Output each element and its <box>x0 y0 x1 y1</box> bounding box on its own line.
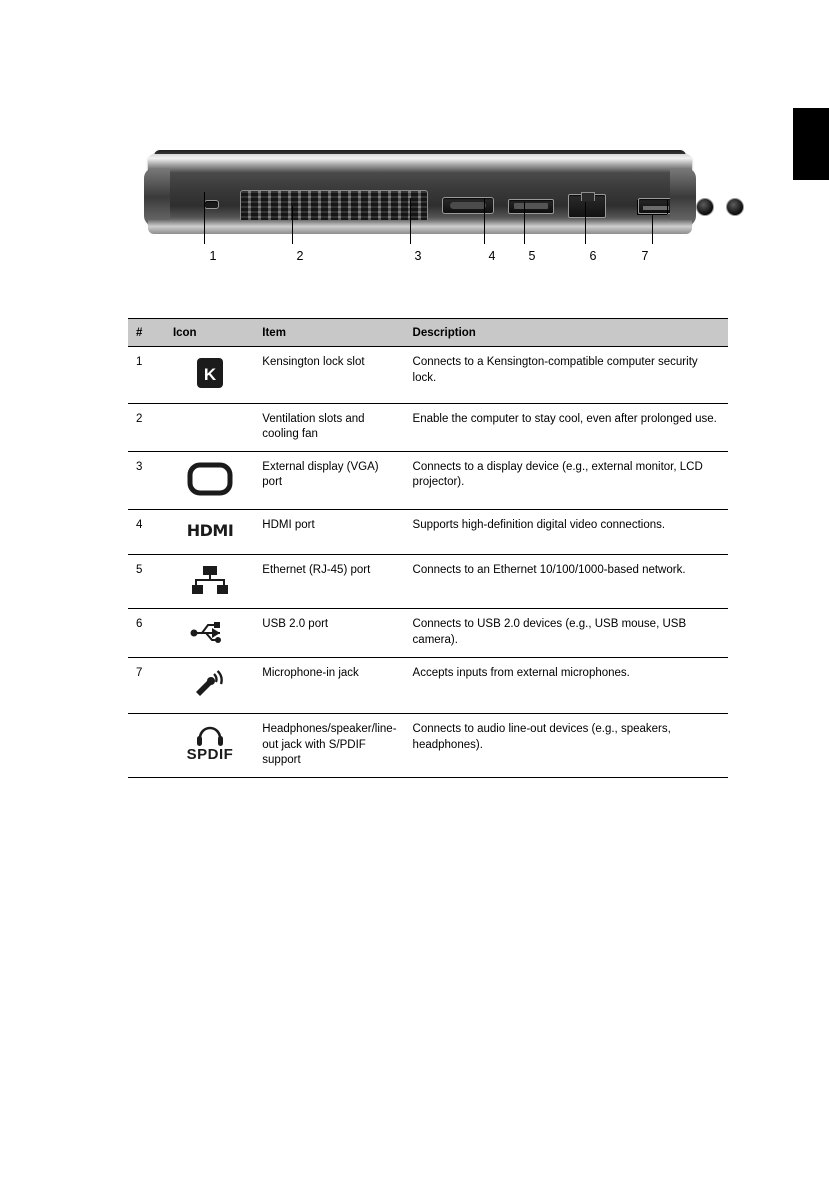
laptop-hinge-right <box>670 168 696 226</box>
cell-number <box>128 714 165 778</box>
svg-text:K: K <box>203 365 216 384</box>
cell-item: Kensington lock slot <box>254 347 404 404</box>
callout-number-7: 7 <box>641 249 649 263</box>
cell-number: 2 <box>128 403 165 451</box>
laptop-base-edge <box>148 220 692 234</box>
callout-number-3: 3 <box>414 249 422 263</box>
kensington-lock-icon <box>196 357 224 395</box>
leader-line-3 <box>410 198 411 244</box>
cell-description: Connects to audio line-out devices (e.g., speakers, headphones). <box>405 714 728 778</box>
cell-item: USB 2.0 port <box>254 609 404 658</box>
cell-item: Microphone-in jack <box>254 657 404 714</box>
leader-line-1 <box>204 192 205 244</box>
table-row <box>128 714 728 778</box>
cell-number: 4 <box>128 510 165 555</box>
cell-icon <box>165 609 254 658</box>
ventilation-slots-port <box>240 190 428 222</box>
leader-line-5 <box>524 202 525 244</box>
cell-number: 7 <box>128 657 165 714</box>
callout-number-1: 1 <box>209 249 217 263</box>
leader-line-7a <box>637 200 638 214</box>
cell-number: 3 <box>128 451 165 510</box>
microphone-icon <box>192 668 228 706</box>
kensington-lock-slot-port <box>204 200 219 209</box>
cell-icon <box>165 554 254 609</box>
callout-number-4: 4 <box>488 249 496 263</box>
laptop-hinge-left <box>144 168 170 226</box>
cell-description: Connects to USB 2.0 devices (e.g., USB mouse, USB camera). <box>405 609 728 658</box>
cell-description: Accepts inputs from external microphones. <box>405 657 728 714</box>
cell-description: Supports high-definition digital video connections. <box>405 510 728 555</box>
cell-description: Connects to a display device (e.g., external monitor, LCD projector). <box>405 451 728 510</box>
cell-item: Headphones/speaker/line-out jack with S/PDIF support <box>254 714 404 778</box>
table-row <box>128 510 728 555</box>
ethernet-port <box>568 194 606 218</box>
cell-icon <box>165 403 254 451</box>
header-item: Item <box>254 319 404 347</box>
cell-icon <box>165 510 254 555</box>
table-row <box>128 657 728 714</box>
leader-line-7b <box>667 200 668 214</box>
table-row <box>128 403 728 451</box>
cell-item: External display (VGA) port <box>254 451 404 510</box>
page-edge-tab <box>793 108 829 180</box>
microphone-jack <box>696 198 714 216</box>
ethernet-icon <box>191 565 229 601</box>
leader-line-7c <box>652 214 653 244</box>
cell-icon <box>165 451 254 510</box>
leader-line-2 <box>292 206 293 244</box>
cell-description: Connects to an Ethernet 10/100/1000-based network. <box>405 554 728 609</box>
cell-number: 1 <box>128 347 165 404</box>
cell-icon <box>165 714 254 778</box>
svg-text:HDMI: HDMI <box>186 521 233 541</box>
cell-description: Connects to a Kensington-compatible computer security lock. <box>405 347 728 404</box>
callout-number-5: 5 <box>528 249 536 263</box>
callout-number-6: 6 <box>589 249 597 263</box>
usb-icon <box>190 619 230 649</box>
leader-line-6 <box>585 202 586 244</box>
table-header-row <box>128 319 728 347</box>
cell-item: Ethernet (RJ-45) port <box>254 554 404 609</box>
header-icon: Icon <box>165 319 254 347</box>
cell-item: Ventilation slots and cooling fan <box>254 403 404 451</box>
header-number: # <box>128 319 165 347</box>
headphone-spdif-icon <box>180 724 240 766</box>
table-row <box>128 554 728 609</box>
cell-icon <box>165 657 254 714</box>
cell-icon <box>165 347 254 404</box>
leader-line-4 <box>484 198 485 244</box>
hdmi-port <box>508 199 554 214</box>
callout-number-2: 2 <box>296 249 304 263</box>
cell-number: 5 <box>128 554 165 609</box>
laptop-rear-panel <box>148 154 692 226</box>
external-display-icon <box>187 462 233 502</box>
usb-port <box>638 198 674 214</box>
port-description-table <box>128 318 728 778</box>
cell-description: Enable the computer to stay cool, even after prolonged use. <box>405 403 728 451</box>
svg-text:SPDIF: SPDIF <box>186 746 233 761</box>
table-row <box>128 451 728 510</box>
vga-port <box>442 197 494 214</box>
headphone-spdif-jack <box>726 198 744 216</box>
hdmi-icon <box>182 520 238 546</box>
cell-item: HDMI port <box>254 510 404 555</box>
table-row <box>128 609 728 658</box>
table-row <box>128 347 728 404</box>
cell-number: 6 <box>128 609 165 658</box>
header-description: Description <box>405 319 728 347</box>
